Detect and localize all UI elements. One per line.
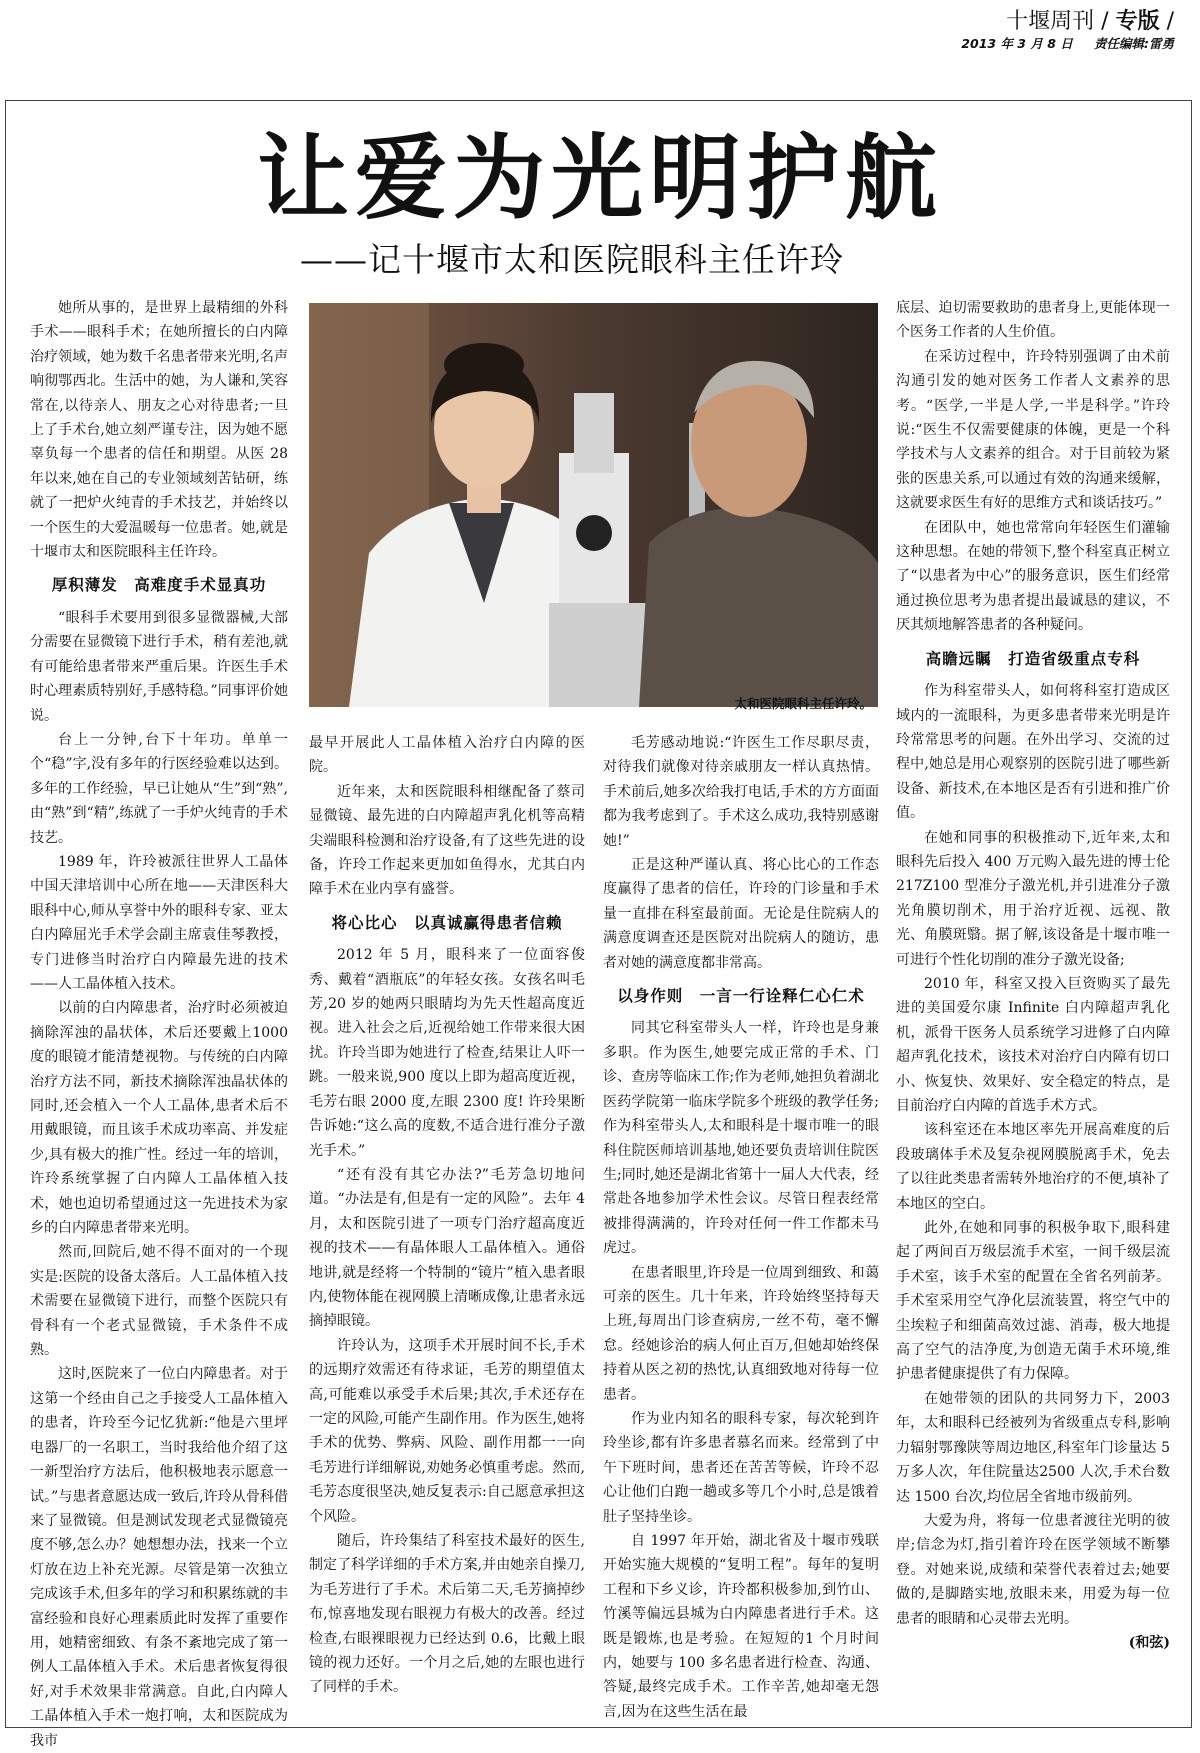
body-paragraph: 2010 年，科室又投入巨资购买了最先进的美国爱尔康 Infinite 白内障超声乳化机，派骨干医务人员系统学习进修了白内障超声乳化技术，该技术对治疗白内障有切口小、恢复快、效果好、安全稳定的特点，是目前治疗白内障的首选手术方式。 bbox=[896, 975, 1170, 1114]
editor-name: 雷勇 bbox=[1148, 36, 1174, 51]
body-paragraph: 2012 年 5 月，眼科来了一位面容俊秀、戴着“酒瓶底”的年轻女孩。女孩名叫毛芳,20 岁的她两只眼睛均为先天性超高度近视。进入社会之后,近视给她工作带来很大困扰。许玲当即为她进行了检查,结果让人吓一跳。一般来说,900 度以上即为超高度近视，毛芳右眼 2000 度,左眼 2300 度! 许玲果断告诉她:“这么高的度数,不适合进行准分子激光手术。” bbox=[309, 947, 585, 1159]
article-column-4 bbox=[896, 296, 1170, 1716]
body-paragraph: “还有没有其它办法?”毛芳急切地问道。“办法是有,但是有一定的风险”。去年 4 月，太和医院引进了一项专门治疗超高度近视的技术——有晶体眼人工晶体植入。通俗地讲,就是经将一个特制的“镜片”植入患者眼内,使物体能在视网膜上清晰成像,让患者永远摘掉眼镜。 bbox=[309, 1166, 585, 1330]
body-paragraph: 毛芳感动地说:“许医生工作尽职尽责，对待我们就像对待亲戚朋友一样认真热情。手术前后,她多次给我打电话,手术的方方面面都为我考虑到了。手术这么成功,我特别感谢她!” bbox=[603, 735, 879, 849]
issue-date: 2013 年 3 月 8 日 bbox=[961, 36, 1073, 51]
section-heading: 高瞻远瞩 打造省级重点专科 bbox=[925, 649, 1141, 668]
editor-label: 责任编辑: bbox=[1093, 36, 1149, 51]
body-paragraph: 作为科室带头人，如何将科室打造成区域内的一流眼科，为更多患者带来光明是许玲常常思考的问题。在外出学习、交流的过程中,她总是用心观察别的医院引进了哪些新设备、新技术,在本地区是否有引进和推广价值。 bbox=[896, 683, 1170, 822]
article-title: 让爱为光明护航 bbox=[256, 124, 943, 232]
photo-illustration bbox=[309, 303, 878, 707]
article-photo bbox=[309, 303, 878, 707]
body-paragraph: 该科室还在本地区率先开展高难度的后段玻璃体手术及复杂视网膜脱离手术，免去了以往此类患者需转外地治疗的不便,填补了本地区的空白。 bbox=[896, 1122, 1170, 1212]
body-paragraph: 然而,回院后,她不得不面对的一个现实是:医院的设备太落后。人工晶体植入技术需要在显微镜下进行，而整个医院只有骨科有一个老式显微镜，手术条件不成熟。 bbox=[30, 1244, 288, 1359]
section-name: 专版 bbox=[1115, 9, 1160, 34]
paper-name: 十堰周刊 bbox=[1006, 9, 1095, 34]
article-subtitle: ——记十堰市太和医院眼科主任许玲 bbox=[300, 240, 844, 279]
body-paragraph: 这时,医院来了一位白内障患者。对于这第一个经由自己之手接受人工晶体植入的患者，许玲至今记忆犹新:“他是六里坪电器厂的一名职工，当时我给他介绍了这一新型治疗方法后，他积极地表示愿意一试。”与患者意愿达成一致后,许玲从骨科借来了显微镜。但是测试发现老式显微镜亮度不够,怎么办？她想想办法，找来一个立灯放在边上补充光源。尽管是第一次独立完成该手术,但多年的学习和积累练就的丰富经验和良好心理素质此时发挥了重要作用，她精密细致、有条不紊地完成了第一例人工晶体植入手术。术后患者恢复得很好,对手术效果非常满意。自此,白内障人工晶体植入手术一炮打响，太和医院成为我市 bbox=[30, 1366, 288, 1749]
article-column-1 bbox=[30, 296, 288, 1749]
body-paragraph: 此外,在她和同事的积极争取下,眼科建起了两间百万级层流手术室，一间千级层流手术室，该手术室的配置在全省名列前茅。手术室采用空气净化层流装置，将空气中的尘埃粒子和细菌高效过滤、消毒，极大地提高了空气的洁净度,为创造无菌手术环境,维护患者健康提供了有力保障。 bbox=[896, 1220, 1170, 1383]
body-paragraph: 正是这种严谨认真、将心比心的工作态度赢得了患者的信任，许玲的门诊量和手术量一直排在科室最前面。无论是住院病人的满意度调查还是医院对出院病人的随访，患者对她的满意度都非常高。 bbox=[603, 857, 879, 971]
body-paragraph: 在患者眼里,许玲是一位周到细致、和蔼可亲的医生。几十年来，许玲始终坚持每天上班,每周出门诊查病房,一丝不苟，毫不懈怠。经她诊治的病人何止百万,但她却始终保持着从医之初的热忱,认真细致地对待每一位患者。 bbox=[603, 1264, 879, 1403]
body-paragraph: 以前的白内障患者，治疗时必须被迫摘除浑浊的晶状体，术后还要戴上1000 度的眼镜才能清楚视物。与传统的白内障治疗方法不同，新技术摘除浑浊晶状体的同时,还会植入一个人工晶体,患者术后不用戴眼镜，而且该手术成功率高、并发症少,具有极大的推广性。经过一年的培训，许玲系统掌握了白内障人工晶体植入技术，她也迫切希望通过这一先进技术为家乡的白内障患者带来光明。 bbox=[30, 1000, 288, 1237]
body-paragraph: 同其它科室带头人一样，许玲也是身兼多职。作为医生,她要完成正常的手术、门诊、查房等临床工作;作为老师,她担负着湖北医药学院第一临床学院多个班级的教学任务;作为科室带头人,太和眼科是十堰市唯一的眼科住院医师培训基地,她还要负责培训住院医生;同时,她还是湖北省第十一届人大代表，经常赴各地参加学术性会议。尽管日程表经常被排得满满的，许玲对任何一件工作都未马虎过。 bbox=[603, 1020, 879, 1257]
section-heading: 将心比心 以真诚赢得患者信赖 bbox=[331, 913, 563, 932]
body-paragraph: 作为业内知名的眼科专家，每次轮到许玲坐诊,都有许多患者慕名而来。经常到了中午下班时间，患者还在苦苦等候，许玲不忍心让他们白跑一趟或多等几个小时,总是饿着肚子坚持坐诊。 bbox=[603, 1410, 879, 1525]
photo-caption: 太和医院眼科主任许玲。 bbox=[734, 696, 872, 711]
body-paragraph: 近年来，太和医院眼科相继配备了蔡司显微镜、最先进的白内障超声乳化机等高精尖端眼科检测和治疗设备,有了这些先进的设备，许玲工作起来更加如鱼得水，尤其白内障手术在业内享有盛誉。 bbox=[309, 783, 585, 898]
body-paragraph: “眼科手术要用到很多显微器械,大部分需要在显微镜下进行手术，稍有差池,就有可能给患者带来严重后果。许医生手术时心理素质特别好,手感特稳。”同事评价她说。 bbox=[30, 609, 288, 724]
section-heading: 以身作则 一言一行诠释仁心仁术 bbox=[617, 987, 865, 1006]
body-paragraph: 1989 年，许玲被派往世界人工晶体中国天津培训中心所在地——天津医科大眼科中心,师从享誉中外的眼科专家、亚太白内障屈光手术学会副主席袁佳琴教授，专门进修当时治疗白内障最先进的技术——人工晶体植入技术。 bbox=[30, 853, 288, 992]
body-paragraph: 大爱为舟，将每一位患者渡往光明的彼岸;信念为灯,指引着许玲在医学领域不断攀登。对她来说,成绩和荣誉代表着过去;她要做的,是脚踏实地,放眼未来，用爱为每一位患者的眼睛和心灵带去光明。 bbox=[896, 1512, 1170, 1627]
body-paragraph: 自 1997 年开始，湖北省及十堰市残联开始实施大规模的“复明工程”。每年的复明工程和下乡义诊，许玲都积极参加,到竹山、竹溪等偏远县城为白内障患者进行手术。这既是锻炼,也是考验。在短短的1 个月时间内，她要与 100 多名患者进行检查、沟通、答疑,最终完成手术。工作辛苦,她却毫无怨言,因为在这些生活在最 bbox=[603, 1533, 879, 1720]
body-paragraph: 在她带领的团队的共同努力下，2003 年，太和眼科已经被列为省级重点专科,影响力辐射鄂豫陕等周边地区,科室年门诊量达 5 万多人次，年住院量达2500 人次,手术台数达 1500 台次,均位居全省地市级前列。 bbox=[896, 1390, 1170, 1505]
body-paragraph: 台上一分钟,台下十年功。单单一个“稳”字,没有多年的行医经验难以达到。多年的工作经验，早已让她从“生”到“熟”,由“熟”到“精”,练就了一手炉火纯青的手术技艺。 bbox=[30, 731, 288, 846]
body-paragraph: 最早开展此人工晶体植入治疗白内障的医院。 bbox=[309, 735, 585, 776]
body-paragraph: 她所从事的，是世界上最精细的外科手术——眼科手术；在她所擅长的白内障治疗领域，她为数千名患者带来光明,名声响彻鄂西北。生活中的她，为人谦和,笑容常在,以待亲人、朋友之心对待患者;一旦上了手术台,她立刻严谨专注，因为她不愿辜负每一个患者的信任和期望。从医 28 年以来,她在自己的专业领域刻苦钻研，练就了一把炉火纯青的手术技艺，并始终以一个医生的大爱温暖每一位患者。她,就是十堰市太和医院眼科主任许玲。 bbox=[30, 300, 288, 561]
body-paragraph: 随后，许玲集结了科室技术最好的医生,制定了科学详细的手术方案,并由她亲自操刀,为毛芳进行了手术。术后第二天,毛芳摘掉纱布,惊喜地发现右眼视力有极大的改善。经过检查,右眼裸眼视力已经达到 0.6，比戴上眼镜的视力还好。一个月之后,她的左眼也进行了同样的手术。 bbox=[309, 1533, 585, 1696]
body-paragraph: 在她和同事的积极推动下,近年来,太和眼科先后投入 400 万元购入最先进的博士伦 217Z100 型准分子激光机,并引进准分子激光角膜切削术，用于治疗近视、远视、散光、角膜斑翳。据了解,该设备是十堰市唯一可进行个性化切削的准分子激光设备; bbox=[896, 829, 1170, 968]
body-paragraph: 在采访过程中，许玲特别强调了由术前沟通引发的她对医务工作者人文素养的思考。“医学,一半是人学,一半是科学。”许玲说:“医生不仅需要健康的体魄，更是一个科学技术与人文素养的组合。对于目前较为紧张的医患关系,可以通过有效的沟通来缓解，这就要求医生有好的思维方式和谈话技巧。” bbox=[896, 348, 1170, 512]
section-heading: 厚积薄发 高难度手术显真功 bbox=[51, 576, 267, 595]
article-column-3 bbox=[603, 731, 879, 1720]
article-column-2 bbox=[309, 731, 585, 1716]
page-header: 十堰周刊 / 专版 / 2013 年 3 月 8 日 责任编辑:雷勇 bbox=[961, 9, 1174, 51]
body-paragraph: 底层、迫切需要救助的患者身上,更能体现一个医务工作者的人生价值。 bbox=[896, 300, 1170, 341]
body-paragraph: 在团队中，她也常常向年轻医生们灌输这种思想。在她的带领下,整个科室真正树立了“以患者为中心”的服务意识，医生们经常通过换位思考为患者提出最诚恳的建议，不厌其烦地解答患者的各种疑问。 bbox=[896, 519, 1170, 634]
author-signature: (和弦) bbox=[1128, 1634, 1170, 1651]
body-paragraph: 许玲认为，这项手术开展时间不长,手术的远期疗效需还有待求证，毛芳的期望值太高,可能难以承受手术后果;其次,手术还存在一定的风险,可能产生副作用。作为医生,她将手术的优势、弊病、风险、副作用都一一向毛芳进行详细解说,劝她务必慎重考虑。然而,毛芳态度很坚决,她反复表示:自己愿意承担这个风险。 bbox=[309, 1337, 585, 1525]
